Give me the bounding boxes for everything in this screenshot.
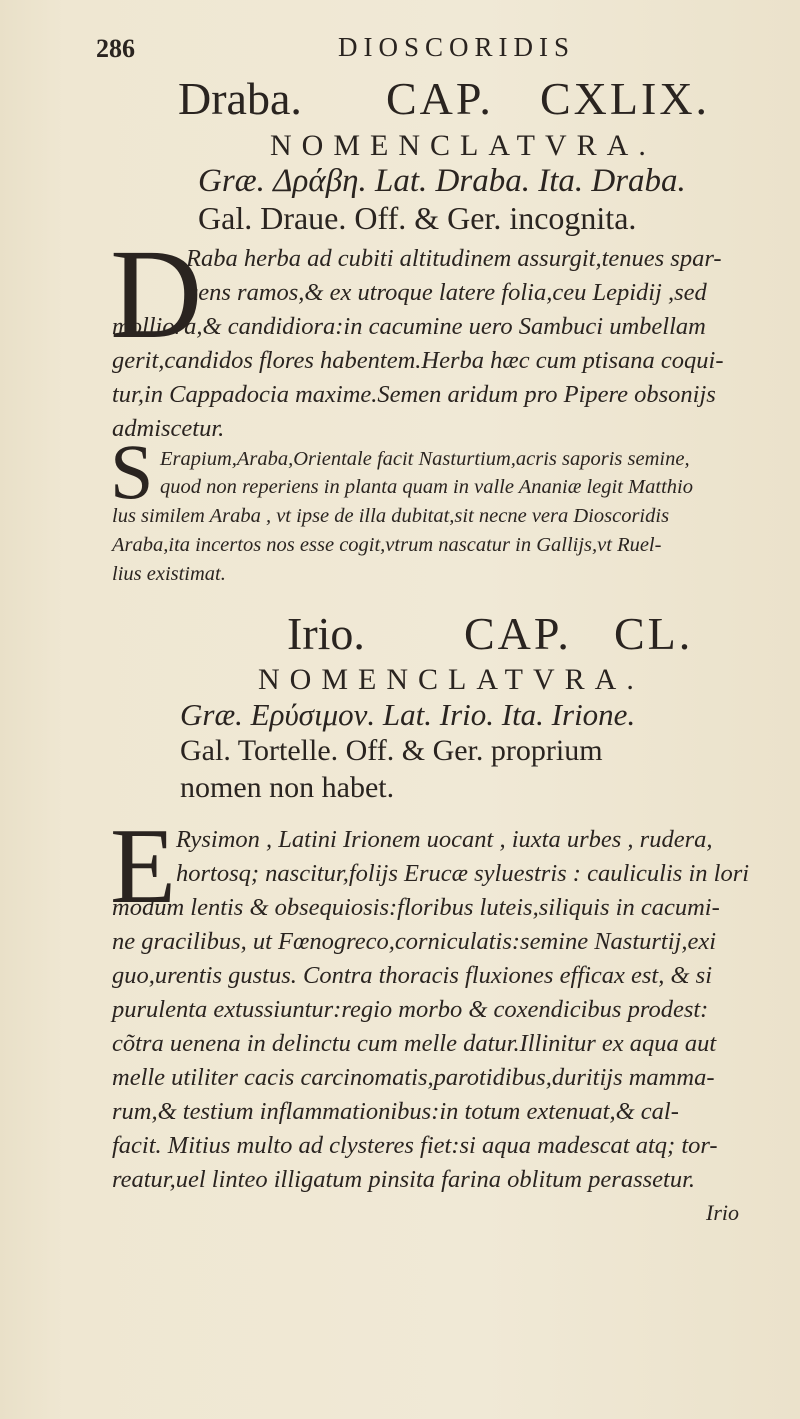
chapter2-text-line: Rysimon , Latini Irionem uocant , iuxta urbes , rudera, — [176, 826, 713, 853]
chapter1-text-line: molliora,& candidiora:in cacumine uero Sambuci umbellam — [112, 313, 706, 340]
catchword: Irio — [706, 1200, 739, 1225]
chapter2-text-line: ne gracilibus, ut Fœnogreco,corniculatis:semine Nasturtij,exi — [112, 928, 717, 955]
chapter1-note-line: Araba,ita incertos nos esse cogit,vtrum nascatur in Gallijs,vt Ruel- — [112, 534, 662, 556]
chapter2-text-line: rum,& testium inflammationibus:in totum extenuat,& cal- — [112, 1098, 679, 1125]
chapter1-text-line: admiscetur. — [112, 415, 225, 442]
chapter2-text-line: cõtra uenena in delinctu cum melle datur.Illinitur ex aqua aut — [112, 1030, 717, 1057]
chapter2-names-line1: Græ. Ερύσιμον. Lat. Irio. Ita. Irione. — [180, 697, 636, 732]
chapter2-number: CL. — [614, 608, 694, 659]
chapter2-text-line: facit. Mitius multo ad clysteres fiet:si aqua madescat atq; tor- — [112, 1132, 718, 1159]
chapter2-cap: CAP. — [464, 608, 572, 659]
chapter2-names-line3: nomen non habet. — [180, 771, 395, 804]
chapter2-names-line2: Gal. Tortelle. Off. & Ger. proprium — [180, 734, 603, 767]
chapter2-dropcap: E — [110, 807, 176, 926]
chapter1-cap: CAP. — [386, 73, 494, 124]
chapter1-note-dropcap: S — [110, 428, 154, 515]
chapter2-text-line: guo,urentis gustus. Contra thoracis fluxiones efficax est, & si — [112, 962, 712, 989]
chapter1-note-line: lus similem Araba , vt ipse de illa dubitat,sit necne vera Dioscoridis — [112, 505, 670, 527]
running-title: DIOSCORIDIS — [338, 32, 576, 62]
chapter1-note-line: Erapium,Araba,Orientale facit Nasturtium,acris saporis semine, — [160, 448, 690, 470]
chapter2-nomenclatura: NOMENCLATVRA. — [258, 663, 644, 696]
chapter1-text-line: tur,in Cappadocia maxime.Semen aridum pro Pipere obsonijs — [112, 381, 716, 408]
page-number: 286 — [96, 34, 135, 63]
chapter1-note-line: lius existimat. — [112, 563, 226, 585]
chapter1-names-line1: Græ. Δράβη. Lat. Draba. Ita. Draba. — [198, 163, 686, 199]
chapter1-number: CXLIX. — [540, 73, 711, 124]
chapter1-text-line: gens ramos,& ex utroque latere folia,ceu Lepidij ,sed — [186, 279, 707, 306]
chapter1-title: Draba. — [178, 73, 302, 124]
chapter2-text-line: melle utiliter cacis carcinomatis,parotidibus,duritijs mamma- — [112, 1064, 715, 1091]
chapter1-text-line: Raba herba ad cubiti altitudinem assurgit,tenues spar- — [186, 245, 722, 272]
chapter2-title: Irio. — [287, 608, 365, 659]
chapter1-names-line2: Gal. Draue. Off. & Ger. incognita. — [198, 200, 637, 236]
chapter2-text-line: hortosq; nascitur,folijs Erucæ syluestris : cauliculis in lori — [176, 860, 750, 887]
chapter1-text-line: gerit,candidos flores habentem.Herba hæc cum ptisana coqui- — [112, 347, 724, 374]
chapter1-note-line: quod non reperiens in planta quam in valle Ananiæ legit Matthio — [160, 476, 693, 498]
chapter1-nomenclatura: NOMENCLATVRA. — [270, 129, 656, 162]
chapter1-dropcap: D — [110, 223, 203, 365]
chapter2-text-line: reatur,uel linteo illigatum pinsita farina oblitum perassetur. — [112, 1166, 696, 1193]
chapter2-text-line: purulenta extussiuntur:regio morbo & coxendicibus prodest: — [112, 996, 709, 1023]
chapter2-text-line: modum lentis & obsequiosis:floribus luteis,siliquis in cacumi- — [112, 894, 720, 921]
